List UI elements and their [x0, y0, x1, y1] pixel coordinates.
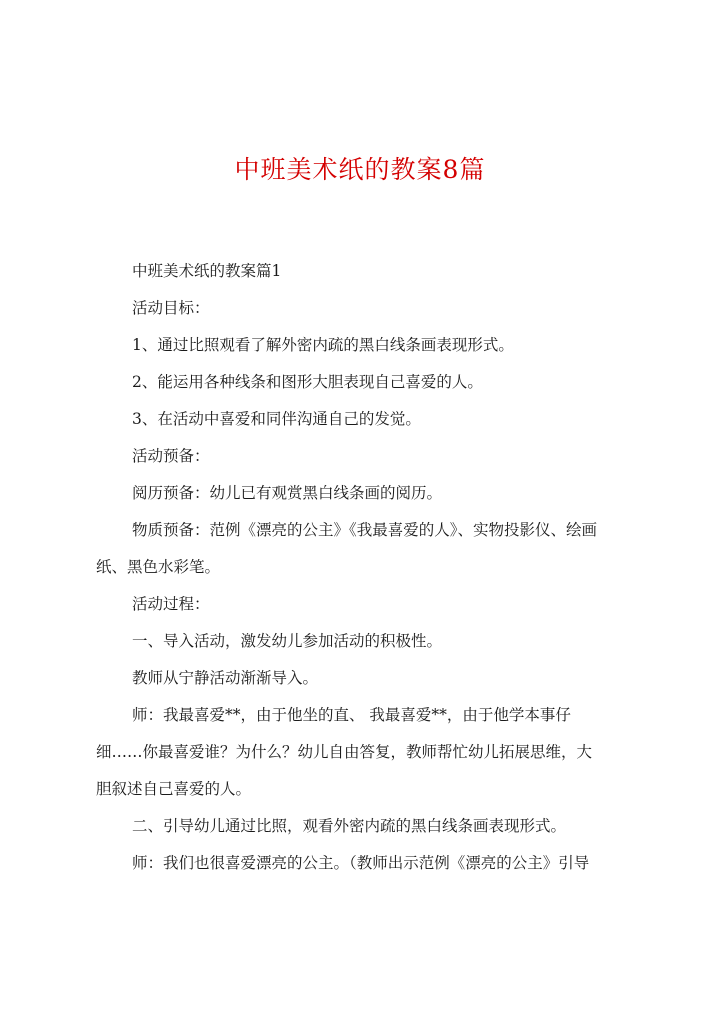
paragraph: 二、引导幼儿通过比照，观看外密内疏的黑白线条画表现形式。 — [132, 817, 567, 835]
paragraph: 一、导入活动，激发幼儿参加活动的积极性。 — [132, 632, 443, 650]
section-heading: 中班美术纸的教案篇1 — [132, 262, 282, 280]
paragraph: 物质预备：范例《漂亮的公主》《我最喜爱的人》、实物投影仪、绘画 — [132, 521, 598, 539]
paragraph: 2、能运用各种线条和图形大胆表现自己喜爱的人。 — [132, 373, 483, 391]
paragraph-continuation: 纸、黑色水彩笔。 — [96, 558, 221, 576]
paragraph-continuation: 细……你最喜爱谁？为什么？幼儿自由答复，教师帮忙幼儿拓展思维，大 — [96, 743, 593, 761]
paragraph-continuation: 胆叙述自己喜爱的人。 — [96, 780, 252, 798]
paragraph: 活动预备： — [132, 447, 210, 465]
paragraph: 活动目标： — [132, 299, 210, 317]
paragraph: 活动过程： — [132, 595, 210, 613]
paragraph: 3、在活动中喜爱和同伴沟通自己的发觉。 — [132, 410, 421, 428]
paragraph: 阅历预备：幼儿已有观赏黑白线条画的阅历。 — [132, 484, 443, 502]
paragraph: 师：我最喜爱**，由于他坐的直、 我最喜爱**，由于他学本事仔 — [132, 706, 571, 724]
document-body — [96, 259, 632, 875]
paragraph: 教师从宁静活动渐渐导入。 — [132, 669, 319, 687]
paragraph: 1、通过比照观看了解外密内疏的黑白线条画表现形式。 — [132, 336, 514, 354]
paragraph: 师：我们也很喜爱漂亮的公主。（教师出示范例《漂亮的公主》引导 — [132, 854, 590, 872]
document-title: 中班美术纸的教案8篇 — [234, 155, 486, 184]
